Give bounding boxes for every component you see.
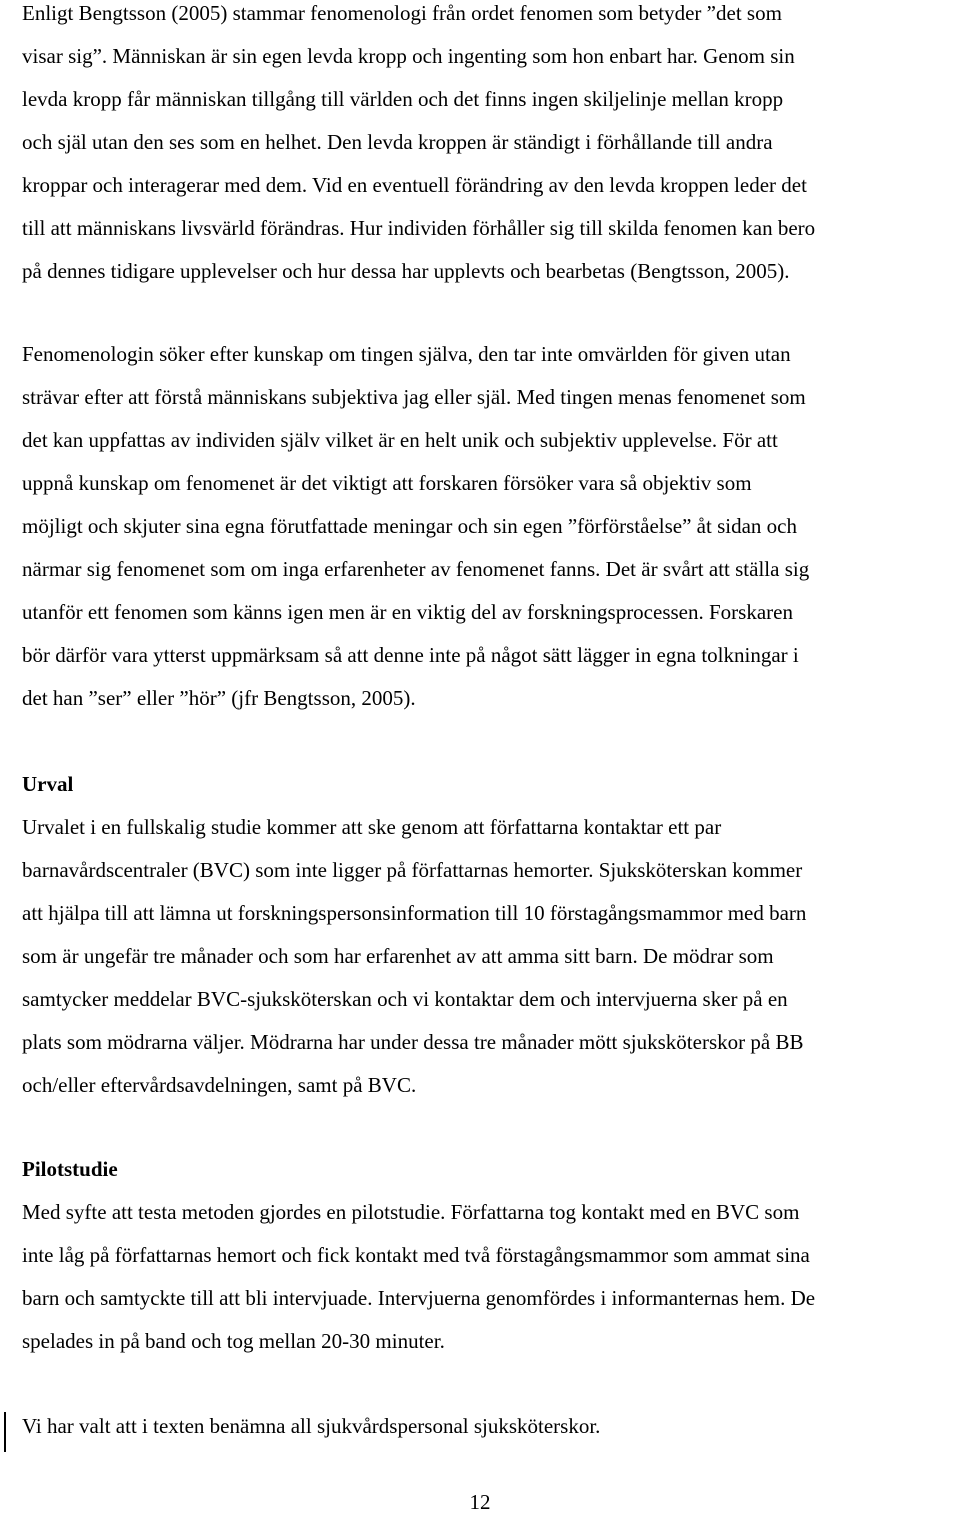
heading-urval: Urval <box>22 772 74 796</box>
paragraph-note: Vi har valt att i texten benämna all sjukvårdspersonal sjuksköterskor. <box>22 1414 601 1438</box>
paragraph-phenomenology-intro: Enligt Bengtsson (2005) stammar fenomenologi från ordet fenomen som betyder ”det som visar sig”. Människan är sin egen levda kropp och ingenting som hon enbart har. Genom sin levda kropp får människan tillgång till världen och det finns ingen skiljelinje mellan kropp och själ utan den ses som en helhet. Den levda kroppen är ständigt i förhållande till andra kroppar och interagerar med dem. Vid en eventuell förändring av den levda kroppen leder det till att människans livsvärld förändras. Hur individen förhåller sig till skilda fenomen kan bero på dennes tidigare upplevelser och hur dessa har upplevts och bearbetas (Bengtsson, 2005). <box>22 1 816 283</box>
page-number: 12 <box>469 1490 491 1514</box>
revision-change-bar <box>4 1412 6 1452</box>
heading-pilotstudie: Pilotstudie <box>22 1157 118 1181</box>
paragraph-pilotstudie: Med syfte att testa metoden gjordes en pilotstudie. Författarna tog kontakt med en BVC som inte låg på författarnas hemort och fick kontakt med två förstagångsmammor som ammat sina barn och samtyckte till att bli intervjuade. Intervjuerna genomfördes i informanternas hem. De spelades in på band och tog mellan 20-30 minuter. <box>22 1200 816 1353</box>
paragraph-urval: Urvalet i en fullskalig studie kommer att ske genom att författarna kontaktar ett par barnavårdscentraler (BVC) som inte ligger på författarnas hemorter. Sjuksköterskan kommer att hjälpa till att lämna ut forskningspersonsinformation till 10 förstagångsmammor med barn som är ungefär tre månader och som har erfarenhet av att amma sitt barn. De mödrar som samtycker meddelar BVC-sjuksköterskan och vi kontaktar dem och intervjuerna sker på en plats som mödrarna väljer. Mödrarna har under dessa tre månader mött sjuksköterskor på BB och/eller eftervårdsavdelningen, samt på BVC. <box>22 815 807 1097</box>
paragraph-phenomenology-method: Fenomenologin söker efter kunskap om tingen själva, den tar inte omvärlden för given utan strävar efter att förstå människans subjektiva jag eller själ. Med tingen menas fenomenet som det kan uppfattas av individen själv vilket är en helt unik och subjektiv upplevelse. För att uppnå kunskap om fenomenet är det viktigt att forskaren försöker vara så objektiv som möjligt och skjuter sina egna förutfattade meningar och sin egen ”förförståelse” åt sidan och närmar sig fenomenet som om inga erfarenheter av fenomenet fanns. Det är svårt att ställa sig utanför ett fenomen som känns igen men är en viktig del av forskningsprocessen. Forskaren bör därför vara ytterst uppmärksam så att denne inte på något sätt lägger in egna tolkningar i det han ”ser” eller ”hör” (jfr Bengtsson, 2005). <box>22 342 810 710</box>
